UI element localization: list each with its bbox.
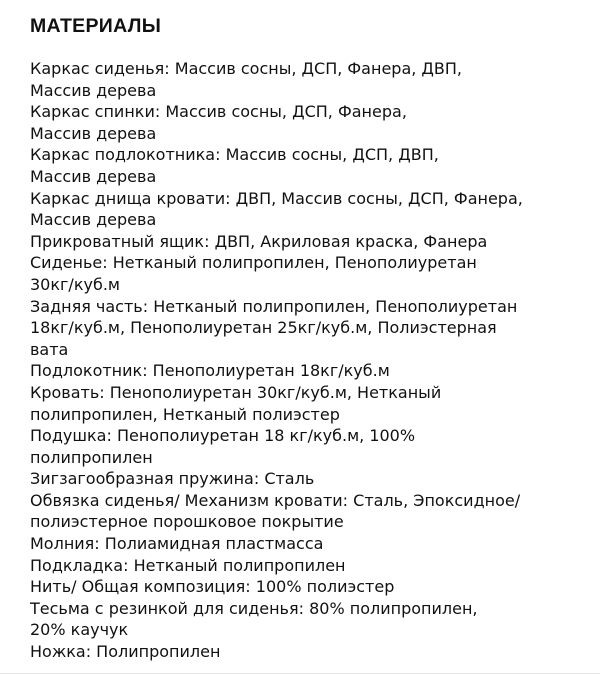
materials-list xyxy=(30,58,590,663)
material-item-armrest: Подлокотник: Пенополиуретан 18кг/куб.м xyxy=(30,361,390,381)
materials-section xyxy=(30,14,590,663)
material-item-zigzag-spring: Зигзагообразная пружина: Сталь xyxy=(30,469,315,489)
material-item-lining: Подкладка: Нетканый полипропилен xyxy=(30,555,346,575)
material-item-armrest-frame: Каркас подлокотника: Массив сосны, ДСП, ДВП, Массив дерева xyxy=(30,145,439,186)
material-item-leg: Ножка: Полипропилен xyxy=(30,642,221,662)
material-item-seat-frame: Каркас сиденья: Массив сосны, ДСП, Фанера, ДВП, Массив дерева xyxy=(30,59,463,100)
material-item-seat-mechanism: Обвязка сиденья/ Механизм кровати: Сталь, Эпоксидное/ полиэстерное порошковое покрытие xyxy=(30,490,521,532)
material-item-elastic-webbing: Тесьма с резинкой для сиденья: 80% полипропилен, 20% каучук xyxy=(30,598,478,640)
material-item-back: Задняя часть: Нетканый полипропилен, Пенополиуретан 18кг/куб.м, Пенополиуретан 25кг/куб.м, Полиэстерная вата xyxy=(30,296,518,359)
material-item-storage-box: Прикроватный ящик: ДВП, Акриловая краска, Фанера xyxy=(30,231,488,251)
material-item-bed-base-frame: Каркас днища кровати: ДВП, Массив сосны, ДСП, Фанера, Массив дерева xyxy=(30,188,523,230)
material-item-seat: Сиденье: Нетканый полипропилен, Пенополиуретан 30кг/куб.м xyxy=(30,253,477,294)
material-item-thread: Нить/ Общая композиция: 100% полиэстер xyxy=(30,577,395,597)
section-title: МАТЕРИАЛЫ xyxy=(30,15,162,37)
material-item-bed: Кровать: Пенополиуретан 30кг/куб.м, Нетканый полипропилен, Нетканый полиэстер xyxy=(30,382,442,424)
material-item-cushion: Подушка: Пенополиуретан 18 кг/куб.м, 100% полипропилен xyxy=(30,426,416,467)
material-item-back-frame: Каркас спинки: Массив сосны, ДСП, Фанера, Массив дерева xyxy=(30,102,407,143)
material-item-zipper: Молния: Полиамидная пластмасса xyxy=(30,534,324,554)
